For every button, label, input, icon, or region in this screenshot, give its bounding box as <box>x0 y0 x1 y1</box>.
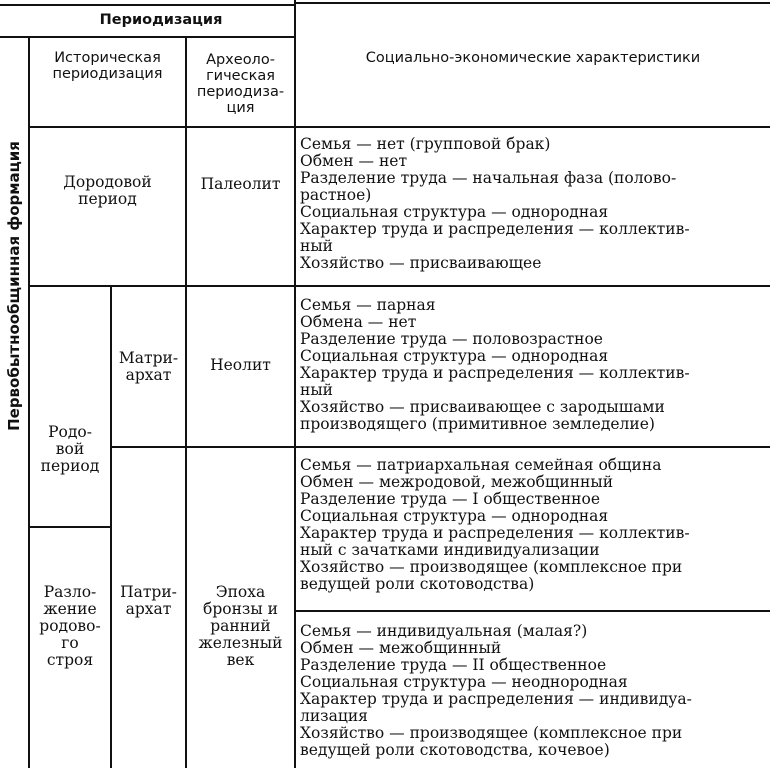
rule-rodovoy-bottom <box>30 526 110 528</box>
rule-paleolith-bottom <box>30 285 770 287</box>
characteristic-line: Хозяйство — производящее (комплексное при <box>300 724 683 742</box>
characteristic-line: Семья — индивидуальная (малая?) <box>300 622 588 640</box>
rule-neolith-bottom <box>110 446 770 448</box>
period-line: Разло- <box>43 583 97 601</box>
header-socio-economic: Социально-экономические характеристики <box>365 50 701 66</box>
archaeology-line: железный <box>198 634 283 652</box>
characteristics-patriarchy-late <box>300 623 768 759</box>
period-line: Матри- <box>118 349 179 367</box>
period-line: родово- <box>39 617 101 635</box>
characteristic-line: Характер труда и распределения — коллектив- <box>300 524 690 542</box>
header-historical-line: периодизация <box>52 66 163 82</box>
characteristic-line: Обмена — нет <box>300 313 417 331</box>
rule-under-header <box>30 126 770 128</box>
header-archaeological-line: гическая <box>206 68 275 84</box>
characteristic-line: Разделение труда — начальная фаза (полово- <box>300 169 677 187</box>
period-line: го <box>61 634 79 652</box>
period-line: жение <box>43 600 97 618</box>
characteristic-line: Социальная структура — неоднородная <box>300 673 628 691</box>
characteristic-line: Хозяйство — производящее (комплексное при <box>300 558 683 576</box>
header-archaeological <box>187 52 294 116</box>
characteristic-line: Семья — патриархальная семейная община <box>300 456 662 474</box>
period-matriarchy <box>112 350 185 384</box>
characteristic-line: Социальная структура — однородная <box>300 203 609 221</box>
characteristic-line: ведущей роли скотоводства, кочевое) <box>300 741 610 759</box>
period-line: Патри- <box>120 583 177 601</box>
characteristic-line: Социальная структура — однородная <box>300 347 609 365</box>
characteristics-patriarchy-early <box>300 457 768 593</box>
rule-under-periodization <box>0 36 296 38</box>
characteristic-line: Разделение труда — I общественное <box>300 490 600 508</box>
characteristic-line: ный с зачатками индивидуализации <box>300 541 600 559</box>
characteristic-line: Обмен — нет <box>300 152 408 170</box>
period-line: Дородовой <box>63 173 152 191</box>
characteristic-line: ведущей роли скотоводства) <box>300 575 535 593</box>
archaeology-paleolith: Палеолит <box>200 175 281 193</box>
characteristic-line: Характер труда и распределения — коллектив- <box>300 220 690 238</box>
characteristic-line: производящего (примитивное земледелие) <box>300 415 655 433</box>
formation-label <box>0 36 28 536</box>
period-line: вой <box>55 440 85 458</box>
rule-top <box>0 4 296 6</box>
period-line: период <box>40 457 100 475</box>
characteristic-line: Разделение труда — половозрастное <box>300 330 603 348</box>
header-archaeological-line: Археоло- <box>206 52 275 68</box>
characteristic-line: Хозяйство — присваивающее <box>300 254 542 272</box>
header-archaeological-line: ция <box>226 100 255 116</box>
header-historical <box>30 50 185 82</box>
archaeology-line: Эпоха <box>215 583 266 601</box>
formation-label-text: Первобытнообщинная формация <box>5 141 23 431</box>
characteristic-line: Характер труда и распределения — коллектив- <box>300 364 690 382</box>
period-rodovoy <box>30 424 110 475</box>
characteristic-line: Обмен — межродовой, межобщинный <box>300 473 614 491</box>
characteristic-line: Социальная структура — однородная <box>300 507 609 525</box>
characteristic-line: ный <box>300 381 333 399</box>
characteristic-line: Хозяйство — присваивающее с зародышами <box>300 398 665 416</box>
period-razlozhenie <box>30 584 110 669</box>
period-patriarchy <box>112 584 185 618</box>
characteristic-line: Характер труда и распределения — индивидуа- <box>300 690 692 708</box>
archaeology-bronze <box>187 584 294 669</box>
archaeology-line: бронзы и <box>203 600 278 618</box>
characteristic-line: растное) <box>300 186 372 204</box>
rule-top-right <box>296 2 770 4</box>
characteristic-line: ный <box>300 237 333 255</box>
period-prerodovoy <box>30 174 185 208</box>
characteristic-line: Обмен — межобщинный <box>300 639 502 657</box>
rule-archaeology-right <box>294 0 296 768</box>
archaeology-line: ранний <box>210 617 271 635</box>
characteristics-paleolith <box>300 136 768 272</box>
characteristic-line: Семья — нет (групповой брак) <box>300 135 551 153</box>
characteristics-neolith <box>300 297 768 433</box>
header-archaeological-line: периодиза- <box>196 84 285 100</box>
characteristic-line: лизация <box>300 707 368 725</box>
archaeology-neolith: Неолит <box>210 356 271 374</box>
period-line: архат <box>125 366 172 384</box>
rule-patriarchy-split <box>296 610 770 612</box>
period-line: Родо- <box>48 423 92 441</box>
characteristic-line: Разделение труда — II общественное <box>300 656 607 674</box>
period-line: архат <box>125 600 172 618</box>
period-line: строя <box>46 651 94 669</box>
archaeology-line: век <box>226 651 255 669</box>
header-historical-line: Историческая <box>54 50 161 66</box>
characteristic-line: Семья — парная <box>300 296 436 314</box>
header-periodization: Периодизация <box>99 12 223 28</box>
period-line: период <box>78 190 137 208</box>
